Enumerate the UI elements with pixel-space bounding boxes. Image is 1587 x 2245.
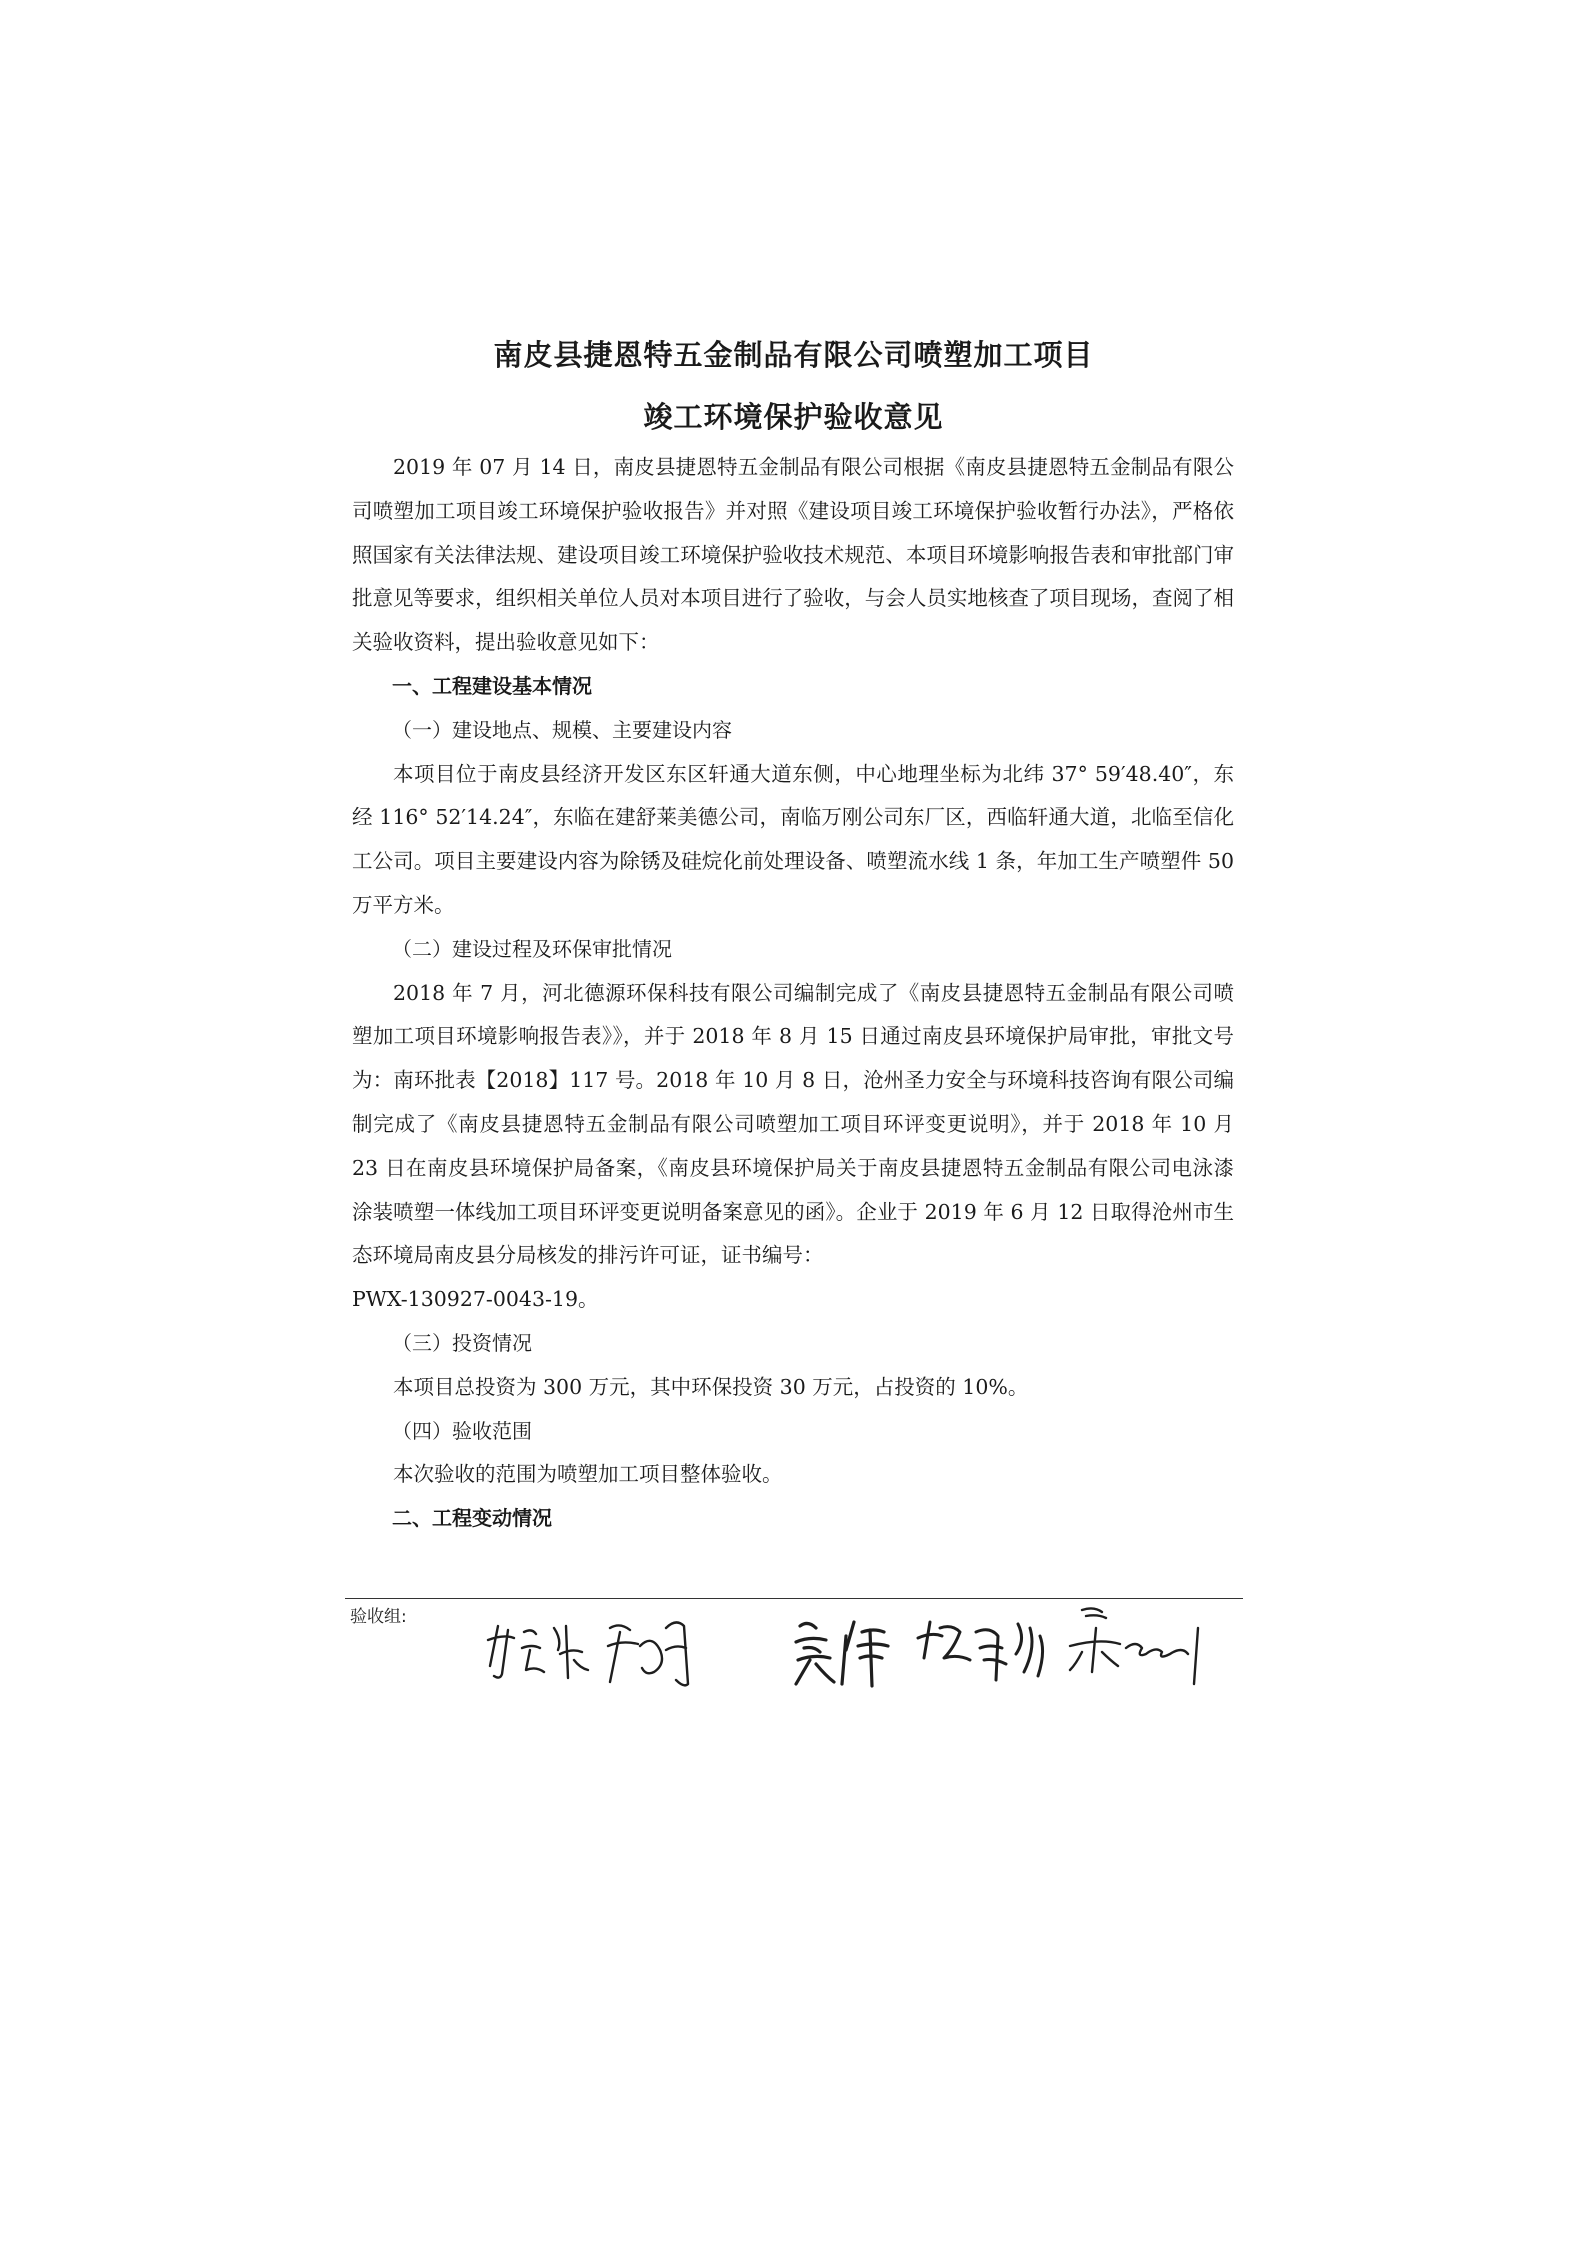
subsection-1-text: 本项目位于南皮县经济开发区东区轩通大道东侧，中心地理坐标为北纬 37° 59′48.40″，东经 116° 52′14.24″，东临在建舒莱美德公司，南临万刚公司东厂区，西临轩通大道，北临至信化工公司。项目主要建设内容为除锈及硅烷化前处理设备、喷塑流水线 1 条，年加工生产喷塑件 50 万平方米。 xyxy=(352,761,1234,917)
intro-paragraph: 2019 年 07 月 14 日，南皮县捷恩特五金制品有限公司根据《南皮县捷恩特五金制品有限公司喷塑加工项目竣工环境保护验收报告》并对照《建设项目竣工环境保护验收暂行办法》，严格依照国家有关法律法规、建设项目竣工环境保护验收技术规范、本项目环境影响报告表和审批部门审批意见等要求，组织相关单位人员对本项目进行了验收，与会人员实地核查了项目现场，查阅了相关验收资料，提出验收意见如下： xyxy=(352,455,1234,655)
subsection-3-heading: （三）投资情况 xyxy=(392,1330,532,1355)
document-title: 南皮县捷恩特五金制品有限公司喷塑加工项目 xyxy=(493,338,1094,372)
signature-4 xyxy=(918,1622,1043,1680)
subsection-4-text: 本次验收的范围为喷塑加工项目整体验收。 xyxy=(393,1462,783,1487)
subsection-2-heading: （二）建设过程及环保审批情况 xyxy=(392,936,672,961)
signature-scrawl-graphic xyxy=(470,1588,1250,1698)
section-1-heading: 一、工程建设基本情况 xyxy=(392,673,592,698)
handwritten-signatures xyxy=(470,1588,1250,1698)
document-subtitle: 竣工环境保护验收意见 xyxy=(643,400,944,434)
document-body xyxy=(352,446,1234,1541)
signature-3 xyxy=(796,1622,888,1686)
signature-label: 验收组: xyxy=(350,1607,407,1627)
section-2-heading: 二、工程变动情况 xyxy=(392,1506,552,1531)
subsection-4-heading: （四）验收范围 xyxy=(392,1418,532,1443)
permit-number: PWX-130927-0043-19。 xyxy=(352,1287,599,1312)
signature-1 xyxy=(488,1626,588,1678)
subsection-3-text: 本项目总投资为 300 万元，其中环保投资 30 万元，占投资的 10%。 xyxy=(393,1374,1029,1399)
signature-5 xyxy=(1070,1608,1198,1684)
subsection-1-heading: （一）建设地点、规模、主要建设内容 xyxy=(392,717,732,742)
subsection-2-text: 2018 年 7 月，河北德源环保科技有限公司编制完成了《南皮县捷恩特五金制品有限公司喷塑加工项目环境影响报告表》》，并于 2018 年 8 月 15 日通过南皮县环境保护局审批，审批文号为：南环批表【2018】117 号。2018 年 10 月 8 日，沧州圣力安全与环境科技咨询有限公司编制完成了《南皮县捷恩特五金制品有限公司喷塑加工项目环评变更说明》，并于 2018 年 10 月 23 日在南皮县环境保护局备案，《南皮县环境保护局关于南皮县捷恩特五金制品有限公司电泳漆涂装喷塑一体线加工项目环评变更说明备案意见的函》。企业于 2019 年 6 月 12 日取得沧州市生态环境局南皮县分局核发的排污许可证，证书编号： xyxy=(352,980,1234,1268)
signature-2 xyxy=(608,1622,688,1685)
